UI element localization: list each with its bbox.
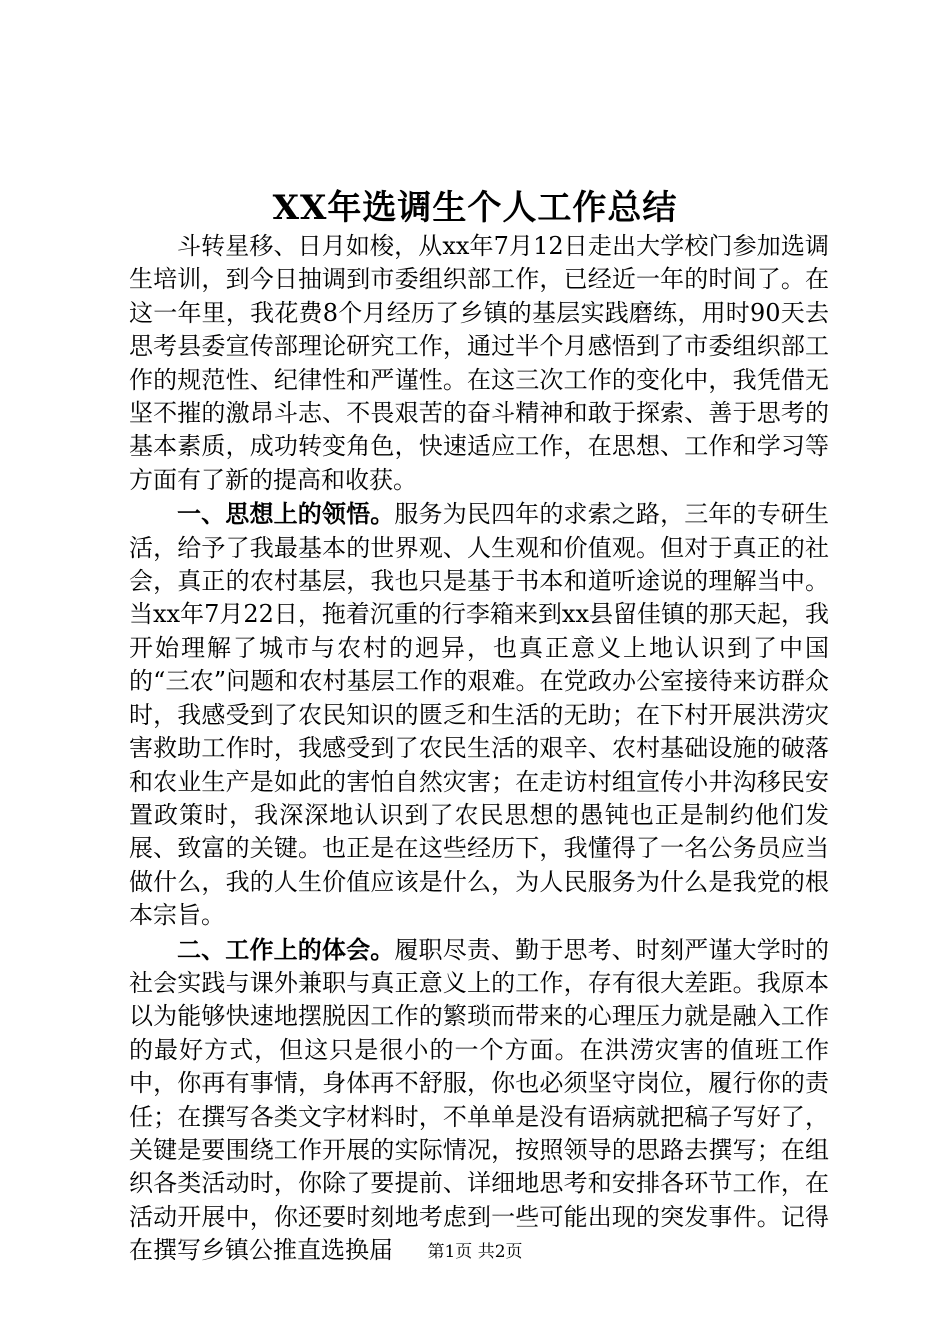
paragraph-section-2: [129, 933, 829, 1268]
page-footer: 第1页 共2页: [427, 1242, 523, 1262]
document-title: XX年选调生个人工作总结: [272, 188, 678, 228]
paragraph-intro: [129, 230, 829, 497]
document-body: [129, 230, 829, 1268]
section-2-text: 履职尽责、勤于思考、时刻严谨大学时的社会实践与课外兼职与真正意义上的工作，存有很大差距。我原本以为能够快速地摆脱因工作的繁琐而带来的心理压力就是融入工作的最好方式，但这只是很小的一个方面。在洪涝灾害的值班工作中，你再有事情，身体再不舒服，你也必须坚守岗位，履行你的责任；在撰写各类文字材料时，不单单是没有语病就把稿子写好了，关键是要围绕工作开展的实际情况，按照领导的思路去撰写；在组织各类活动时，你除了要提前、详细地思考和安排各环节工作，在活动开展中，你还要时刻地考虑到一些可能出现的突发事件。记得在撰写乡镇公推直选换届: [129, 935, 830, 1265]
paragraph-intro-text: 斗转星移、日月如梭，从xx年7月12日走出大学校门参加选调生培训，到今日抽调到市委组织部工作，已经近一年的时间了。在这一年里，我花费8个月经历了乡镇的基层实践磨练，用时90天去思考县委宣传部理论研究工作，通过半个月感悟到了市委组织部工作的规范性、纪律性和严谨性。在这三次工作的变化中，我凭借无坚不摧的激昂斗志、不畏艰苦的奋斗精神和敢于探索、善于思考的基本素质，成功转变角色，快速适应工作，在思想、工作和学习等方面有了新的提高和收获。: [129, 232, 829, 494]
section-1-heading: 一、思想上的领悟。: [177, 499, 395, 529]
paragraph-section-1: [129, 497, 829, 932]
section-1-text: 服务为民四年的求索之路，三年的专研生活，给予了我最基本的世界观、人生观和价值观。但对于真正的社会，真正的农村基层，我也只是基于书本和道听途说的理解当中。当xx年7月22日，拖着沉重的行李箱来到xx县留佳镇的那天起，我开始理解了城市与农村的迥异，也真正意义上地认识到了中国的“三农”问题和农村基层工作的艰难。在党政办公室接待来访群众时，我感受到了农民知识的匮乏和生活的无助；在下村开展洪涝灾害救助工作时，我感受到了农民生活的艰辛、农村基础设施的破落和农业生产是如此的害怕自然灾害；在走访村组宣传小井沟移民安置政策时，我深深地认识到了农民思想的愚钝也正是制约他们发展、致富的关键。也正是在这些经历下，我懂得了一名公务员应当做什么，我的人生价值应该是什么，为人民服务为什么是我党的根本宗旨。: [129, 500, 830, 930]
section-2-heading: 二、工作上的体会。: [177, 934, 395, 964]
